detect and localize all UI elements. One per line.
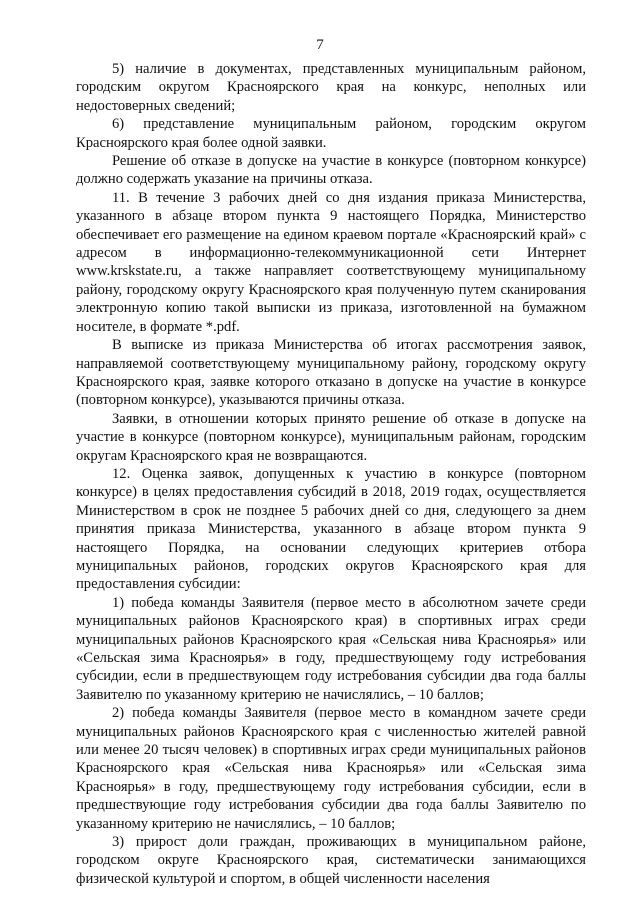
paragraph-item-6: 6) представление муниципальным районом, городским округом Красноярского края более одной заявки. — [76, 116, 586, 151]
paragraph-criterion-2: 2) победа команды Заявителя (первое место в командном зачете среди муниципальных районов Красноярского края с численностью жителей равной или менее 20 тысяч человек) в спортивных играх среди муниципальных районов Красноярского края «Сельская нива Красноярья» или «Сельская зима Красноярья» в году, предшествующему году истребования субсидии, если в предшествующие году истребования субсидии два года баллы Заявителю по указанному критерию не начислялись, – 10 баллов; — [76, 705, 586, 832]
paragraph-refusal-decision: Решение об отказе в допуске на участие в конкурсе (повторном конкурсе) должно содержать указание на причины отказа. — [76, 153, 586, 188]
paragraph-item-5: 5) наличие в документах, представленных муниципальным районом, городским округом Красноярского края на конкурс, неполных или недостоверных сведений; — [76, 61, 586, 114]
paragraph-order-extract: В выписке из приказа Министерства об итогах рассмотрения заявок, направляемой соответствующему муниципальному району, городскому округу Красноярского края, заявке которого отказано в допуске на участие в конкурсе (повторном конкурсе), указываются причины отказа. — [76, 337, 586, 409]
paragraph-criterion-3: 3) прирост доли граждан, проживающих в муниципальном районе, городском округе Красноярского края, систематически занимающихся физической культурой и спортом, в общей численности населения — [76, 834, 586, 887]
paragraph-applications-not-returned: Заявки, в отношении которых принято решение об отказе в допуске на участие в конкурсе (повторном конкурсе), муниципальным районам, городским округам Красноярского края не возвращаются. — [76, 410, 586, 464]
document-body — [76, 60, 586, 888]
page-number: 7 — [316, 37, 324, 53]
paragraph-clause-12: 12. Оценка заявок, допущенных к участию в конкурсе (повторном конкурсе) в целях предоставления субсидий в 2018, 2019 годах, осуществляется Министерством в срок не позднее 5 рабочих дней со дня, следующего за днем принятия приказа Министерства, указанного в абзаце втором пункта 9 настоящего Порядка, на основании следующих критериев отбора муниципальных районов, городских округов Красноярского края для предоставления субсидии: — [76, 465, 586, 593]
paragraph-clause-11: 11. В течение 3 рабочих дней со дня издания приказа Министерства, указанного в абзаце втором пункта 9 настоящего Порядка, Министерство обеспечивает его размещение на едином краевом портале «Красноярский край» с адресом в информационно-телекоммуникационной сети Интернет www.krskstate.ru, а также направляет соответствующему муниципальному району, городскому округу Красноярского края полученную путем сканирования электронную копию такой выписки из приказа, изготовленной на бумажном носителе, в формате *.pdf. — [76, 189, 586, 335]
paragraph-criterion-1: 1) победа команды Заявителя (первое место в абсолютном зачете среди муниципальных районов Красноярского края) в спортивных играх среди муниципальных районов Красноярского края «Сельская нива Красноярья» или «Сельская зима Красноярья» в году, предшествующему году истребования субсидии, если в предшествующем году истребования субсидии два года баллы Заявителю по указанному критерию не начислялись, – 10 баллов; — [76, 594, 586, 703]
